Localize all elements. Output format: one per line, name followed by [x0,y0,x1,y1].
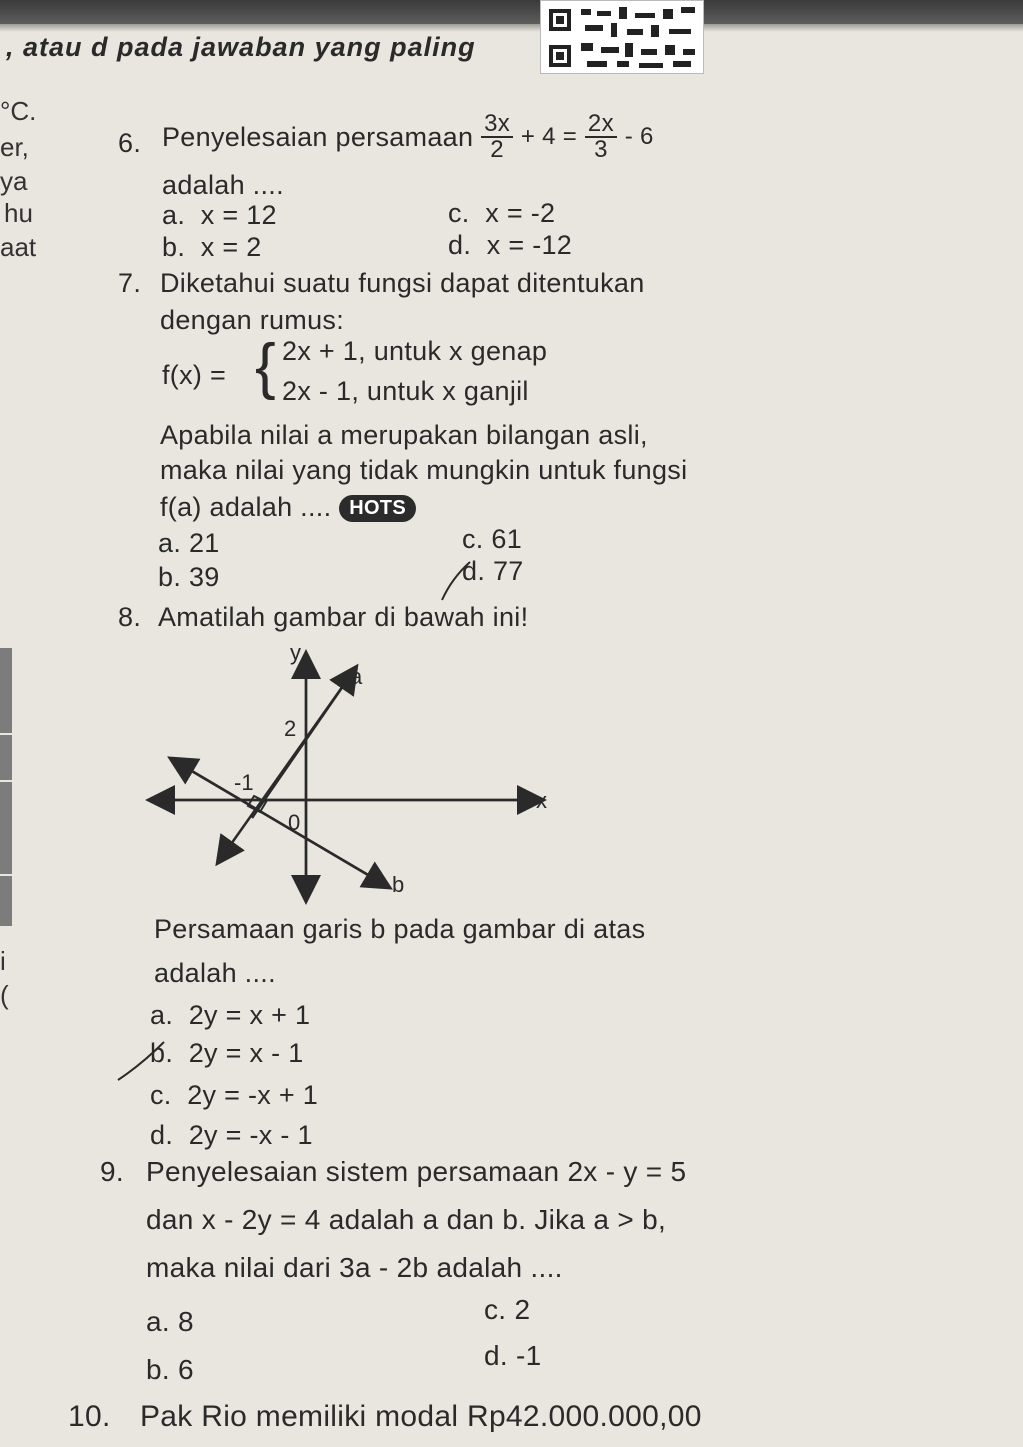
q6-tail: adalah .... [162,170,284,200]
option-text: x = 2 [200,232,262,262]
option-text: 2y = -x - 1 [188,1120,313,1150]
q6-fraction-lhs [481,112,513,162]
option-text: 61 [491,524,523,554]
option-letter: c. [448,198,470,228]
margin-fragment: er, [0,132,29,162]
top-band-fade [0,24,1023,32]
q10-number: 10. [68,1400,111,1433]
binder-edge [0,782,12,874]
graph-label-x: x [536,788,547,813]
graph-label-neg1: -1 [234,770,254,795]
q7-line5-text: f(a) adalah .... [160,492,332,522]
option-letter: a. [146,1306,170,1337]
option-text: x = 12 [200,200,277,230]
qr-code-icon [540,0,704,74]
q9-line2: dan x - 2y = 4 adalah a dan b. Jika a > b, [146,1204,667,1235]
q7-line4: maka nilai yang tidak mungkin untuk fungsi [160,455,688,485]
binder-edge [0,735,12,780]
option-text: 8 [178,1306,194,1337]
q8-line1: Persamaan garis b pada gambar di atas [154,914,646,944]
q6-rhs-denominator: 3 [594,136,608,163]
option-letter: a. [150,1000,174,1030]
option-text: -1 [516,1340,542,1371]
option-letter: d. [484,1340,508,1371]
margin-fragment: ( [0,980,9,1010]
option-text: 2y = x + 1 [188,1000,311,1030]
option-text: 39 [188,562,220,592]
option-letter: b. [150,1038,174,1068]
hots-badge: HOTS [339,495,416,522]
option-letter: c. [484,1294,507,1325]
q6-lhs-numerator: 3x [481,112,513,138]
q9-option-d[interactable] [484,1340,542,1372]
q7-brace: { [255,332,276,401]
q9-option-a[interactable] [146,1306,194,1338]
q7-line2: dengan rumus: [160,305,345,335]
graph-label-origin: 0 [288,810,301,835]
q7-option-b[interactable] [158,562,220,593]
q7-option-c[interactable] [462,524,522,555]
q6-option-a[interactable] [162,200,277,231]
option-letter: c. [462,524,484,554]
option-letter: b. [158,562,182,592]
margin-fragment: ya [0,166,28,196]
q6-option-c[interactable] [448,198,555,229]
q9-option-b[interactable] [146,1354,194,1386]
q7-number: 7. [118,268,142,298]
q7-line3: Apabila nilai a merupakan bilangan asli, [160,420,648,450]
q8-coordinate-graph [140,640,580,910]
option-text: x = -2 [485,198,556,228]
option-letter: c. [150,1080,172,1110]
q6-equation [162,108,654,166]
q6-rhs-rest: - 6 [624,123,654,150]
q7-line5 [160,492,416,523]
pencil-mark-icon [112,1036,172,1086]
q9-option-c[interactable] [484,1294,530,1326]
graph-label-y: y [290,640,301,665]
option-text: x = -12 [486,230,573,260]
margin-fragment: aat [0,232,37,262]
q10-text: Pak Rio memiliki modal Rp42.000.000,00 [140,1400,702,1433]
q8-option-d[interactable] [150,1120,313,1151]
q8-option-a[interactable] [150,1000,310,1031]
option-text: 77 [492,556,524,586]
q8-number: 8. [118,602,142,632]
binder-edge [0,876,12,926]
option-letter: b. [162,232,186,262]
line-b [306,800,380,880]
q6-rhs-numerator: 2x [585,112,617,138]
margin-fragment: hu [4,198,33,228]
option-letter: a. [158,528,182,558]
q6-text: Penyelesaian persamaan [162,121,474,152]
q9-line3: maka nilai dari 3a - 2b adalah .... [146,1252,563,1283]
graph-label-a: a [350,664,363,689]
instruction-header: , atau d pada jawaban yang paling [6,32,476,62]
q8-option-b[interactable] [150,1038,304,1069]
q8-line2: adalah .... [154,958,276,988]
q6-lhs-denominator: 2 [490,136,504,163]
option-text: 2y = -x + 1 [187,1080,319,1110]
option-text: 2y = x - 1 [188,1038,304,1068]
q9-line1: Penyelesaian sistem persamaan 2x - y = 5 [146,1156,687,1187]
margin-fragment: i [0,946,6,976]
option-text: 6 [178,1354,194,1385]
q6-fraction-rhs [585,112,617,162]
q7-case1: 2x + 1, untuk x genap [282,336,548,366]
q6-lhs-rest: + 4 = [520,123,578,150]
q6-number: 6. [118,128,142,158]
margin-fragment: °C. [0,96,37,126]
q7-option-a[interactable] [158,528,220,559]
q7-case2: 2x - 1, untuk x ganjil [282,376,529,406]
q7-fx: f(x) = [162,360,227,390]
binder-edge [0,648,12,733]
q8-text: Amatilah gambar di bawah ini! [158,602,529,632]
option-text: 21 [188,528,220,558]
graph-label-b: b [392,872,405,897]
q6-option-d[interactable] [448,230,572,261]
q7-line1: Diketahui suatu fungsi dapat ditentukan [160,268,645,298]
q9-number: 9. [100,1156,124,1187]
option-letter: d. [462,556,486,586]
q6-option-b[interactable] [162,232,262,263]
top-dark-band [0,0,1023,24]
option-letter: a. [162,200,186,230]
option-text: 2 [514,1294,531,1325]
q8-option-c[interactable] [150,1080,318,1111]
option-letter: d. [150,1120,174,1150]
option-letter: b. [146,1354,170,1385]
pencil-mark-icon [438,556,478,606]
graph-label-2: 2 [284,716,297,741]
option-letter: d. [448,230,472,260]
